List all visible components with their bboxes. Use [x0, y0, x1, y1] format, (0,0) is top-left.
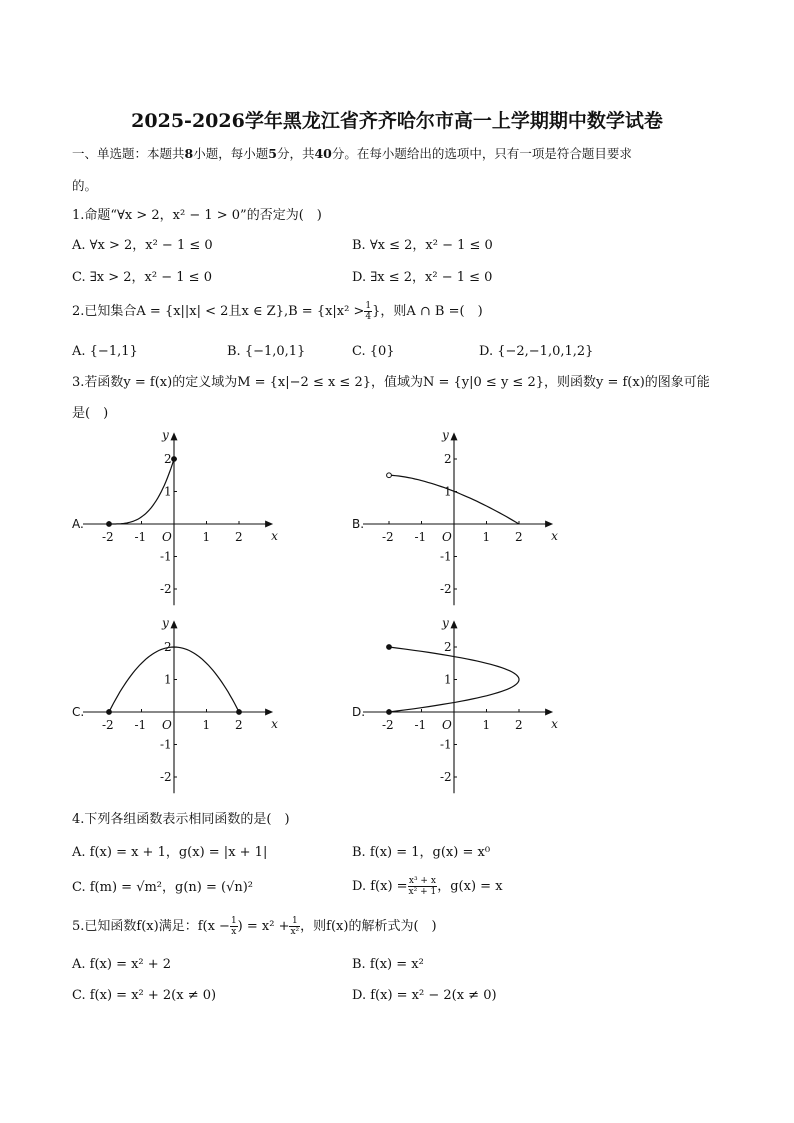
q2-frac-num: 1 [365, 301, 372, 311]
q1-option-a[interactable]: A. ∀x > 2，x² − 1 ≤ 0 [72, 238, 213, 253]
q1-option-d[interactable]: D. ∃x ≤ 2，x² − 1 ≤ 0 [352, 270, 493, 285]
x-axis-label: x [551, 529, 558, 543]
y-axis-label: y [162, 616, 169, 630]
origin-label: O [162, 718, 172, 732]
x-axis-label: x [551, 717, 558, 731]
q5-f2-num: 1 [289, 916, 300, 927]
section-total: 40 [314, 146, 332, 161]
x-tick-label: -2 [102, 530, 114, 544]
y-tick-label: -2 [160, 770, 172, 784]
q5-stem-c: ，则f(x)的解析式为( ) [300, 919, 437, 934]
y-tick-label: -2 [440, 770, 452, 784]
x-tick-label: -1 [414, 718, 427, 732]
graph-label: C. [72, 705, 85, 719]
x-tick-label: 1 [202, 718, 211, 732]
y-tick-label: -1 [160, 737, 172, 752]
question-2-stem [72, 299, 483, 325]
closed-endpoint [107, 522, 112, 527]
open-endpoint [387, 473, 392, 478]
graph-d[interactable] [348, 616, 568, 800]
y-tick-label: 1 [444, 484, 452, 499]
graph-label: A. [72, 517, 84, 531]
q4-option-a[interactable]: A. f(x) = x + 1，g(x) = |x + 1| [72, 845, 268, 860]
x-tick-label: -2 [382, 718, 394, 732]
q2-option-c[interactable]: C. {0} [352, 344, 395, 359]
q5-option-c[interactable]: C. f(x) = x² + 2(x ≠ 0) [72, 988, 217, 1003]
x-tick-label: 1 [482, 530, 491, 544]
q5-frac-1 [230, 916, 238, 937]
graph-a[interactable] [68, 428, 288, 610]
q4-option-b[interactable]: B. f(x) = 1，g(x) = x⁰ [352, 845, 491, 860]
y-tick-label: -2 [160, 582, 172, 596]
question-3-stem: 3.若函数y = f(x)的定义域为M = {x|−2 ≤ x ≤ 2}，值域为N = {y|0 ≤ y ≤ 2}，则函数y = f(x)的图象可能 [72, 375, 710, 390]
y-tick-label: -1 [440, 737, 452, 752]
x-tick-label: 1 [482, 718, 491, 732]
y-tick-label: 2 [164, 452, 172, 466]
x-tick-label: -1 [414, 530, 427, 544]
q4-d-b: ，g(x) = x [437, 879, 503, 894]
q2-stem-b: }，则A ∩ B =( ) [372, 304, 483, 319]
x-axis-arrow [265, 521, 273, 528]
question-3-stem-cont: 是( ) [72, 406, 109, 421]
q2-fraction [364, 301, 372, 322]
x-tick-label: -2 [382, 530, 394, 544]
y-tick-label: 2 [164, 640, 172, 654]
question-4-stem: 4.下列各组函数表示相同函数的是( ) [72, 812, 290, 827]
section-text: 一、单选题：本题共 [72, 146, 185, 161]
q4-d-fraction [408, 876, 438, 897]
q2-frac-den: 4 [365, 312, 372, 322]
x-tick-label: -1 [134, 718, 147, 732]
x-axis-arrow [545, 521, 553, 528]
x-tick-label: 1 [202, 530, 211, 544]
closed-endpoint [172, 457, 177, 462]
section-points: 5 [268, 146, 277, 161]
y-axis-label: y [442, 616, 449, 630]
y-tick-label: 1 [444, 672, 452, 687]
y-tick-label: -1 [440, 549, 452, 564]
closed-endpoint [387, 710, 392, 715]
x-axis-arrow [265, 709, 273, 716]
q2-option-d[interactable]: D. {−2,−1,0,1,2} [479, 344, 594, 359]
x-tick-label: 2 [515, 718, 523, 732]
y-tick-label: -1 [160, 549, 172, 564]
q5-option-d[interactable]: D. f(x) = x² − 2(x ≠ 0) [352, 988, 497, 1003]
closed-endpoint [387, 645, 392, 650]
x-axis-label: x [271, 529, 278, 543]
q4-d-a: D. f(x) = [352, 879, 408, 894]
question-1-stem: 1.命题“∀x > 2，x² − 1 > 0”的否定为( ) [72, 208, 322, 223]
q5-frac-2 [289, 916, 300, 937]
graph-label: B. [352, 517, 365, 531]
y-tick-label: -2 [440, 582, 452, 596]
q2-stem-a: 2.已知集合A = {x||x| < 2且x ∈ Z},B = {x|x² > [72, 304, 365, 319]
q1-option-b[interactable]: B. ∀x ≤ 2，x² − 1 ≤ 0 [352, 238, 493, 253]
x-tick-label: -1 [134, 530, 147, 544]
section-text: 分。在每小题给出的选项中，只有一项是符合题目要求 [331, 146, 632, 161]
x-tick-label: -2 [102, 718, 114, 732]
graph-c[interactable] [68, 616, 288, 800]
x-axis-label: x [271, 717, 278, 731]
y-axis-arrow [171, 432, 178, 440]
q4-option-c[interactable]: C. f(m) = √m²，g(n) = (√n)² [72, 880, 254, 895]
q1-option-c[interactable]: C. ∃x > 2，x² − 1 ≤ 0 [72, 270, 212, 285]
section-header [72, 146, 632, 162]
q5-stem-b: ) = x² + [237, 919, 290, 934]
graph-b[interactable] [348, 428, 568, 610]
closed-endpoint [107, 710, 112, 715]
y-tick-label: 2 [444, 640, 452, 654]
section-header-cont: 的。 [72, 178, 98, 193]
y-axis-label: y [162, 428, 169, 442]
q5-f1-num: 1 [230, 916, 237, 926]
q5-f1-den: x [231, 927, 237, 937]
x-axis-arrow [545, 709, 553, 716]
y-tick-label: 2 [444, 452, 452, 466]
y-axis-label: y [442, 428, 449, 442]
origin-label: O [442, 718, 452, 732]
page-title: 2025-2026学年黑龙江省齐齐哈尔市高一上学期期中数学试卷 [131, 110, 663, 132]
y-axis-arrow [451, 432, 458, 440]
q2-option-a[interactable]: A. {−1,1} [72, 344, 138, 359]
q4-d-den: x² + 1 [408, 887, 437, 897]
y-axis-arrow [451, 620, 458, 628]
section-count: 8 [184, 146, 194, 161]
y-tick-label: 1 [164, 672, 172, 687]
q4-option-d[interactable] [352, 874, 503, 900]
question-5-stem [72, 914, 437, 940]
x-tick-label: 2 [515, 530, 523, 544]
y-axis-arrow [171, 620, 178, 628]
q5-option-b[interactable]: B. f(x) = x² [352, 957, 424, 972]
q2-option-b[interactable]: B. {−1,0,1} [227, 344, 306, 359]
x-tick-label: 2 [235, 718, 243, 732]
q5-stem-a: 5.已知函数f(x)满足：f(x − [72, 919, 230, 934]
origin-label: O [442, 530, 452, 544]
closed-endpoint [237, 710, 242, 715]
x-tick-label: 2 [235, 530, 243, 544]
q5-f2-den: x² [290, 927, 300, 937]
y-tick-label: 1 [164, 484, 172, 499]
q4-d-num: x³ + x [408, 876, 436, 886]
graph-label: D. [352, 705, 366, 719]
section-text: 分，共 [276, 146, 315, 161]
q5-option-a[interactable]: A. f(x) = x² + 2 [72, 957, 172, 972]
origin-label: O [162, 530, 172, 544]
section-text: 小题，每小题 [193, 146, 269, 161]
